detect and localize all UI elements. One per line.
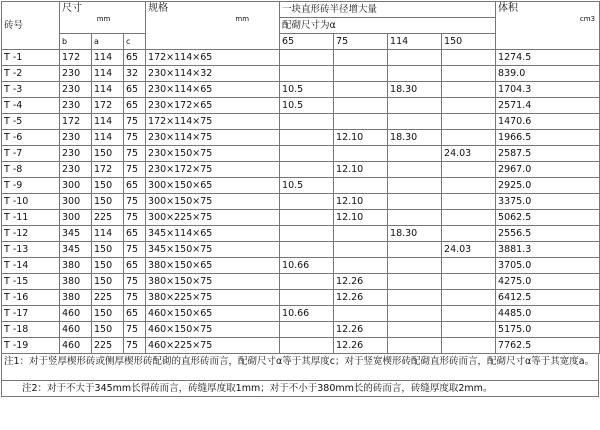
cell-a: 114 <box>92 50 124 66</box>
cell-r150 <box>442 322 496 338</box>
cell-c: 65 <box>124 82 146 98</box>
cell-r75: 12.26 <box>334 290 388 306</box>
cell-a: 150 <box>92 146 124 162</box>
cell-r75: 12.10 <box>334 210 388 226</box>
table-row <box>2 226 600 242</box>
cell-spec: 300×150×75 <box>146 194 280 210</box>
table-row <box>2 162 600 178</box>
cell-r114 <box>388 194 442 210</box>
table-row <box>2 194 600 210</box>
cell-brick-no: T -5 <box>2 114 60 130</box>
note-row-1 <box>2 354 599 381</box>
cell-r114 <box>388 210 442 226</box>
cell-a: 150 <box>92 306 124 322</box>
cell-r75 <box>334 98 388 114</box>
table-row <box>2 114 600 130</box>
cell-r65 <box>280 290 334 306</box>
cell-r150 <box>442 290 496 306</box>
table-row <box>2 338 600 354</box>
cell-r150 <box>442 178 496 194</box>
cell-volume: 1274.5 <box>496 50 600 66</box>
cell-c: 65 <box>124 306 146 322</box>
cell-brick-no: T -16 <box>2 290 60 306</box>
cell-a: 114 <box>92 114 124 130</box>
cell-r114 <box>388 98 442 114</box>
cell-b: 300 <box>60 178 92 194</box>
cell-volume: 3705.0 <box>496 258 600 274</box>
cell-b: 380 <box>60 290 92 306</box>
cell-volume: 5175.0 <box>496 322 600 338</box>
cell-spec: 230×114×65 <box>146 82 280 98</box>
cell-volume: 2587.5 <box>496 146 600 162</box>
cell-c: 75 <box>124 194 146 210</box>
cell-a: 114 <box>92 66 124 82</box>
header-r75: 75 <box>334 34 388 50</box>
cell-c: 75 <box>124 274 146 290</box>
cell-brick-no: T -17 <box>2 306 60 322</box>
table-row <box>2 98 600 114</box>
cell-r65 <box>280 210 334 226</box>
cell-brick-no: T -6 <box>2 130 60 146</box>
cell-spec: 230×172×65 <box>146 98 280 114</box>
cell-a: 172 <box>92 162 124 178</box>
cell-r75: 12.26 <box>334 322 388 338</box>
cell-r75 <box>334 66 388 82</box>
cell-r114 <box>388 66 442 82</box>
note-2: 注2：对于不大于345mm长得砖而言，砖缝厚度取1mm；对于不小于380mm长的砖而言，砖缝厚度取2mm。 <box>2 381 599 397</box>
cell-spec: 300×150×65 <box>146 178 280 194</box>
header-volume: 体积 cm3 <box>496 2 600 50</box>
cell-a: 150 <box>92 242 124 258</box>
cell-r114 <box>388 274 442 290</box>
cell-b: 345 <box>60 242 92 258</box>
cell-volume: 3375.0 <box>496 194 600 210</box>
cell-r150 <box>442 258 496 274</box>
cell-b: 460 <box>60 338 92 354</box>
cell-r114 <box>388 322 442 338</box>
cell-r114 <box>388 114 442 130</box>
cell-r150: 24.03 <box>442 146 496 162</box>
cell-c: 75 <box>124 322 146 338</box>
cell-r150 <box>442 306 496 322</box>
cell-r150 <box>442 50 496 66</box>
cell-spec: 230×172×75 <box>146 162 280 178</box>
cell-r75 <box>334 306 388 322</box>
table-row <box>2 290 600 306</box>
cell-spec: 172×114×75 <box>146 114 280 130</box>
cell-brick-no: T -12 <box>2 226 60 242</box>
cell-c: 65 <box>124 258 146 274</box>
cell-spec: 300×225×75 <box>146 210 280 226</box>
cell-brick-no: T -7 <box>2 146 60 162</box>
cell-volume: 839.0 <box>496 66 600 82</box>
cell-spec: 230×114×32 <box>146 66 280 82</box>
cell-r150 <box>442 194 496 210</box>
cell-a: 114 <box>92 130 124 146</box>
cell-a: 114 <box>92 82 124 98</box>
cell-brick-no: T -3 <box>2 82 60 98</box>
cell-r65 <box>280 274 334 290</box>
cell-r75: 12.26 <box>334 274 388 290</box>
cell-r65 <box>280 130 334 146</box>
cell-r65 <box>280 322 334 338</box>
table-row <box>2 66 600 82</box>
cell-c: 75 <box>124 338 146 354</box>
cell-r150 <box>442 114 496 130</box>
cell-c: 75 <box>124 162 146 178</box>
cell-r114: 18.30 <box>388 82 442 98</box>
cell-r114 <box>388 338 442 354</box>
cell-r65 <box>280 66 334 82</box>
table-row <box>2 258 600 274</box>
cell-c: 75 <box>124 210 146 226</box>
cell-brick-no: T -1 <box>2 50 60 66</box>
cell-r150 <box>442 274 496 290</box>
cell-r114 <box>388 290 442 306</box>
table-row <box>2 242 600 258</box>
cell-r75 <box>334 82 388 98</box>
cell-r75 <box>334 242 388 258</box>
cell-c: 75 <box>124 114 146 130</box>
cell-a: 150 <box>92 258 124 274</box>
cell-r75 <box>334 226 388 242</box>
cell-brick-no: T -2 <box>2 66 60 82</box>
cell-volume: 1966.5 <box>496 130 600 146</box>
header-r114: 114 <box>388 34 442 50</box>
cell-c: 65 <box>124 50 146 66</box>
header-r65: 65 <box>280 34 334 50</box>
cell-brick-no: T -8 <box>2 162 60 178</box>
cell-r65 <box>280 226 334 242</box>
cell-b: 172 <box>60 50 92 66</box>
cell-c: 75 <box>124 290 146 306</box>
cell-r75 <box>334 178 388 194</box>
cell-spec: 380×225×75 <box>146 290 280 306</box>
cell-r65: 10.66 <box>280 258 334 274</box>
cell-r75: 12.10 <box>334 130 388 146</box>
table-row <box>2 82 600 98</box>
cell-r114: 18.30 <box>388 226 442 242</box>
cell-b: 460 <box>60 306 92 322</box>
cell-volume: 2967.0 <box>496 162 600 178</box>
cell-r114 <box>388 178 442 194</box>
cell-r75 <box>334 146 388 162</box>
cell-a: 150 <box>92 274 124 290</box>
cell-spec: 460×225×75 <box>146 338 280 354</box>
cell-b: 230 <box>60 82 92 98</box>
cell-a: 225 <box>92 210 124 226</box>
cell-volume: 7762.5 <box>496 338 600 354</box>
cell-r114 <box>388 162 442 178</box>
cell-a: 150 <box>92 194 124 210</box>
cell-a: 150 <box>92 178 124 194</box>
note-row-2 <box>2 381 599 397</box>
header-dim-a: a <box>92 34 124 50</box>
cell-a: 225 <box>92 290 124 306</box>
cell-r150 <box>442 162 496 178</box>
cell-r114 <box>388 306 442 322</box>
cell-spec: 380×150×65 <box>146 258 280 274</box>
table-row <box>2 146 600 162</box>
cell-b: 230 <box>60 146 92 162</box>
cell-r150 <box>442 226 496 242</box>
cell-b: 460 <box>60 322 92 338</box>
cell-r75 <box>334 50 388 66</box>
cell-volume: 1470.6 <box>496 114 600 130</box>
cell-c: 75 <box>124 242 146 258</box>
cell-volume: 2556.5 <box>496 226 600 242</box>
cell-b: 380 <box>60 258 92 274</box>
cell-c: 75 <box>124 130 146 146</box>
header-row-1 <box>2 2 600 18</box>
cell-r150 <box>442 98 496 114</box>
cell-brick-no: T -14 <box>2 258 60 274</box>
cell-brick-no: T -9 <box>2 178 60 194</box>
header-brick-no: 砖号 <box>2 2 60 50</box>
cell-volume: 2571.4 <box>496 98 600 114</box>
table-row <box>2 130 600 146</box>
cell-b: 230 <box>60 66 92 82</box>
cell-b: 230 <box>60 162 92 178</box>
cell-spec: 460×150×75 <box>146 322 280 338</box>
cell-c: 65 <box>124 226 146 242</box>
header-spec: 规格 mm <box>146 2 280 50</box>
cell-r150: 24.03 <box>442 242 496 258</box>
cell-spec: 345×114×65 <box>146 226 280 242</box>
cell-r114 <box>388 146 442 162</box>
cell-volume: 4485.0 <box>496 306 600 322</box>
brick-table <box>1 1 600 354</box>
cell-r65: 10.5 <box>280 82 334 98</box>
cell-b: 230 <box>60 98 92 114</box>
cell-r150 <box>442 66 496 82</box>
cell-c: 75 <box>124 146 146 162</box>
cell-b: 345 <box>60 226 92 242</box>
cell-spec: 172×114×65 <box>146 50 280 66</box>
cell-b: 230 <box>60 130 92 146</box>
table-row <box>2 50 600 66</box>
cell-r65 <box>280 146 334 162</box>
cell-spec: 230×150×75 <box>146 146 280 162</box>
cell-spec: 380×150×75 <box>146 274 280 290</box>
cell-brick-no: T -13 <box>2 242 60 258</box>
cell-r65 <box>280 114 334 130</box>
cell-b: 172 <box>60 114 92 130</box>
header-dim-b: b <box>60 34 92 50</box>
cell-brick-no: T -19 <box>2 338 60 354</box>
cell-r150 <box>442 210 496 226</box>
cell-a: 225 <box>92 338 124 354</box>
cell-volume: 4275.0 <box>496 274 600 290</box>
cell-brick-no: T -4 <box>2 98 60 114</box>
header-fit-size: 配砌尺寸为α <box>280 18 496 34</box>
cell-b: 300 <box>60 210 92 226</box>
cell-b: 380 <box>60 274 92 290</box>
cell-r65 <box>280 194 334 210</box>
cell-r65: 10.66 <box>280 306 334 322</box>
header-r150: 150 <box>442 34 496 50</box>
cell-volume: 2925.0 <box>496 178 600 194</box>
cell-volume: 3881.3 <box>496 242 600 258</box>
cell-r114 <box>388 242 442 258</box>
cell-r65 <box>280 338 334 354</box>
cell-r65 <box>280 242 334 258</box>
cell-r114 <box>388 50 442 66</box>
table-row <box>2 274 600 290</box>
cell-volume: 1704.3 <box>496 82 600 98</box>
table-row <box>2 306 600 322</box>
table-row <box>2 178 600 194</box>
cell-c: 65 <box>124 178 146 194</box>
cell-r65: 10.5 <box>280 98 334 114</box>
table-row <box>2 322 600 338</box>
cell-a: 172 <box>92 98 124 114</box>
cell-c: 65 <box>124 98 146 114</box>
cell-r75 <box>334 114 388 130</box>
cell-spec: 460×150×65 <box>146 306 280 322</box>
table-row <box>2 210 600 226</box>
note-1: 注1：对于竖厚楔形砖或侧厚楔形砖配砌的直形砖而言，配砌尺寸α等于其厚度c；对于竖宽楔形砖配砌直形砖而言，配砌尺寸α等于其宽度a。 <box>2 354 599 381</box>
cell-r75 <box>334 258 388 274</box>
cell-r75: 12.10 <box>334 194 388 210</box>
header-dim-c: c <box>124 34 146 50</box>
cell-r65 <box>280 50 334 66</box>
cell-r114 <box>388 258 442 274</box>
header-radius-increase: 一块直形砖半径增大量 <box>280 2 496 18</box>
cell-a: 150 <box>92 322 124 338</box>
cell-brick-no: T -15 <box>2 274 60 290</box>
cell-b: 300 <box>60 194 92 210</box>
cell-brick-no: T -11 <box>2 210 60 226</box>
cell-r75: 12.26 <box>334 338 388 354</box>
cell-c: 32 <box>124 66 146 82</box>
cell-r65: 10.5 <box>280 178 334 194</box>
cell-volume: 5062.5 <box>496 210 600 226</box>
cell-spec: 345×150×75 <box>146 242 280 258</box>
cell-r114: 18.30 <box>388 130 442 146</box>
cell-r65 <box>280 162 334 178</box>
cell-a: 114 <box>92 226 124 242</box>
cell-r150 <box>442 82 496 98</box>
cell-brick-no: T -18 <box>2 322 60 338</box>
header-size: 尺寸 mm <box>60 2 146 34</box>
cell-brick-no: T -10 <box>2 194 60 210</box>
cell-r75: 12.10 <box>334 162 388 178</box>
cell-r150 <box>442 338 496 354</box>
cell-spec: 230×114×75 <box>146 130 280 146</box>
cell-r150 <box>442 130 496 146</box>
notes-table <box>1 353 599 397</box>
cell-volume: 6412.5 <box>496 290 600 306</box>
